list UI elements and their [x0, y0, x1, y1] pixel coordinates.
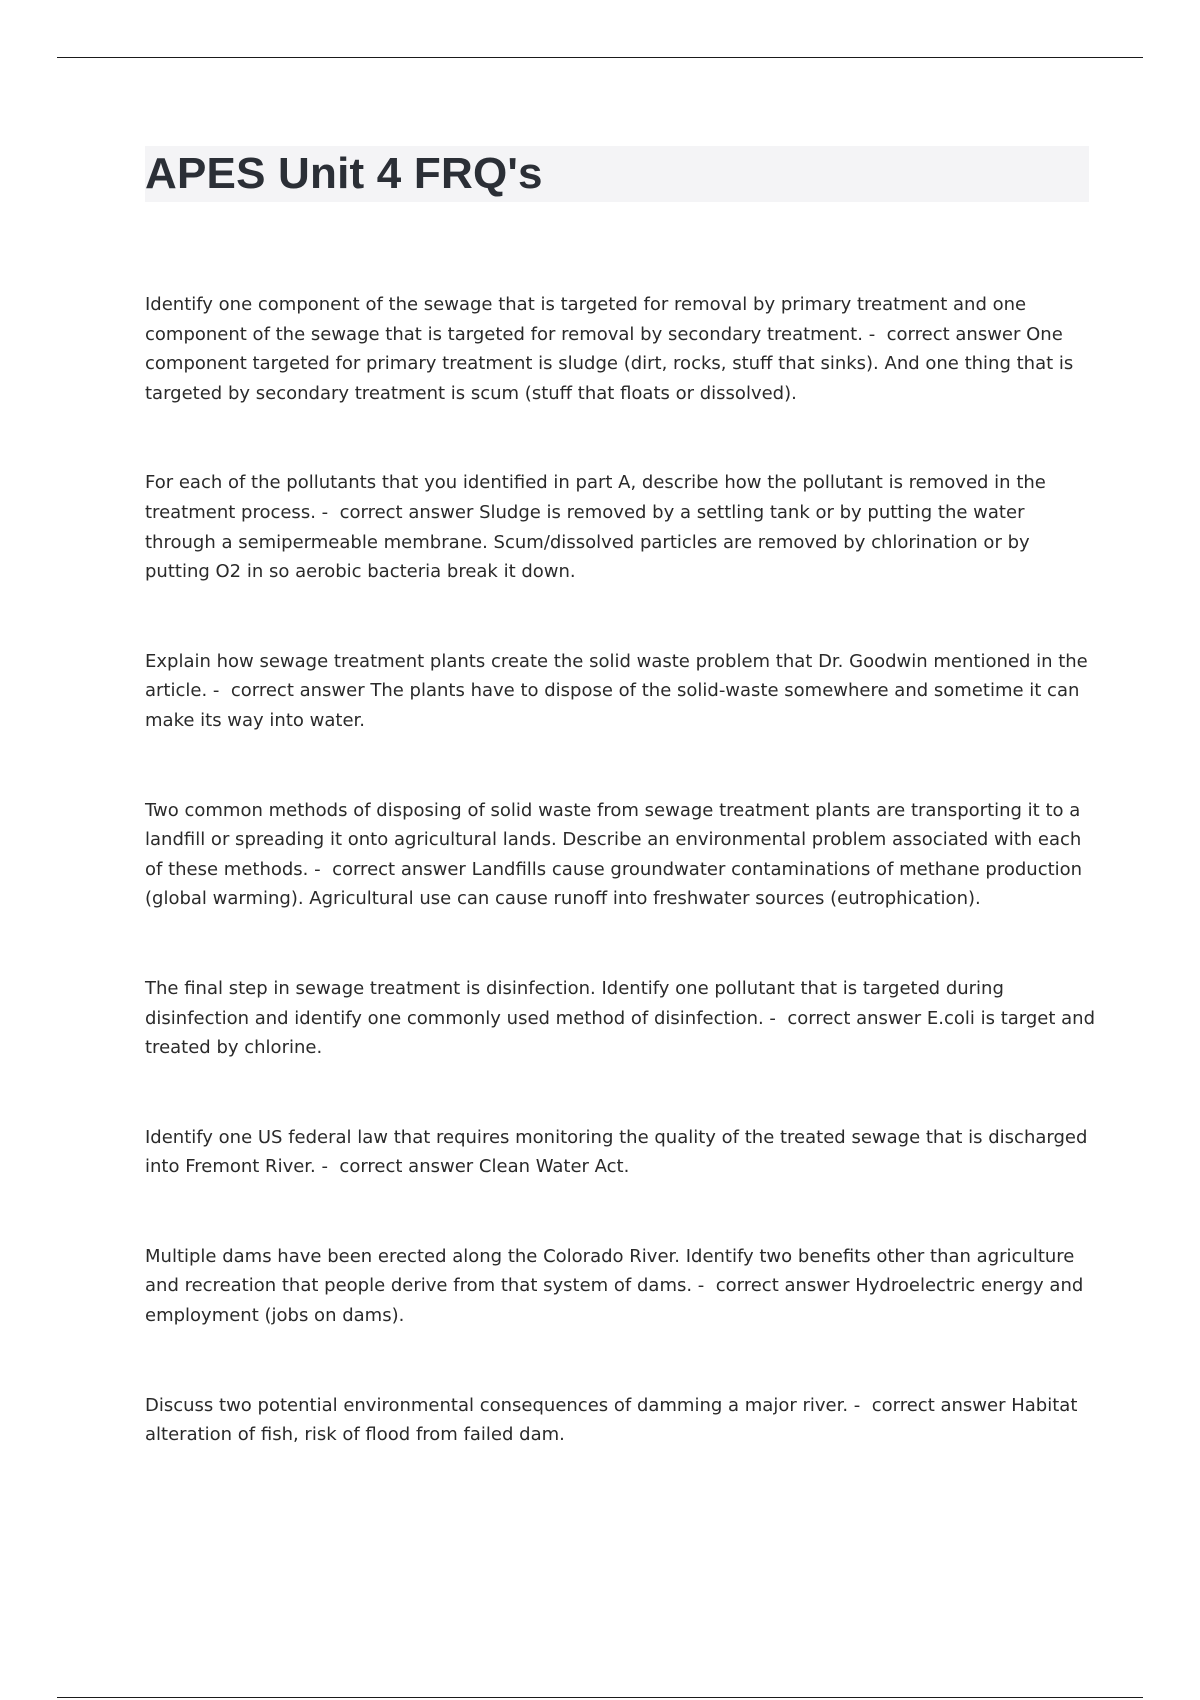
question-text: Two common methods of disposing of solid waste from sewage treatment plants are transporting it to a landfill or spreading it onto agricultural lands. Describe an environmental problem associated with each of these methods. — [145, 799, 1082, 880]
answer-marker: - correct answer — [308, 858, 472, 880]
top-divider — [57, 57, 1143, 58]
answer-text: Landfills cause groundwater contaminations of methane production (global warming). Agricultural use can cause runoff into freshwater sources (eutrophication). — [145, 858, 1083, 910]
question-text: Multiple dams have been erected along the Colorado River. Identify two benefits other than agriculture and recreation that people derive from that system of dams. — [145, 1245, 1075, 1297]
qa-item — [145, 1391, 1095, 1450]
answer-marker: - correct answer — [848, 1394, 1012, 1416]
qa-item — [145, 1242, 1095, 1331]
answer-marker: - correct answer — [862, 323, 1027, 345]
question-text: The final step in sewage treatment is disinfection. Identify one pollutant that is targeted during disinfection and identify one commonly used method of disinfection. — [145, 977, 1004, 1029]
answer-marker: - correct answer — [692, 1275, 856, 1297]
answer-text: Habitat alteration of fish, risk of flood from failed dam. — [145, 1394, 1078, 1446]
answer-marker: - correct answer — [207, 680, 371, 702]
qa-item — [145, 647, 1095, 736]
answer-marker: - correct answer — [315, 1156, 479, 1178]
bottom-divider — [57, 1697, 1143, 1698]
question-text: Identify one US federal law that requires monitoring the quality of the treated sewage that is discharged into Fremont River. — [145, 1126, 1088, 1178]
question-text: For each of the pollutants that you identified in part A, describe how the pollutant is removed in the treatment process. — [145, 472, 1046, 523]
qa-item — [145, 796, 1095, 914]
question-text: Discuss two potential environmental consequences of damming a major river. — [145, 1394, 849, 1416]
document-title: APES Unit 4 FRQ's — [145, 149, 543, 198]
answer-marker: - correct answer — [763, 1007, 927, 1029]
qa-item — [145, 290, 1095, 408]
answer-text: The plants have to dispose of the solid-waste somewhere and sometime it can make its way into water. — [145, 680, 1080, 731]
question-text: Identify one component of the sewage that is targeted for removal by primary treatment and one component of the sewage that is targeted for removal by secondary treatment. — [145, 294, 1027, 345]
answer-text: Clean Water Act. — [478, 1156, 630, 1178]
question-text: Explain how sewage treatment plants create the solid waste problem that Dr. Goodwin mentioned in the article. — [145, 650, 1088, 702]
answer-text: One component targeted for primary treatment is sludge (dirt, rocks, stuff that sinks). And one thing that is targeted by secondary treatment is scum (stuff that floats or dissolved). — [145, 323, 1074, 404]
answer-text: E.coli is target and treated by chlorine. — [145, 1007, 1096, 1059]
answer-text: Hydroelectric energy and employment (jobs on dams). — [145, 1275, 1084, 1327]
qa-list — [145, 290, 1095, 1510]
qa-item — [145, 974, 1095, 1063]
answer-marker: - correct answer — [315, 501, 480, 523]
qa-item — [145, 1123, 1095, 1182]
qa-item — [145, 468, 1095, 586]
answer-text: Sludge is removed by a settling tank or by putting the water through a semipermeable membrane. Scum/dissolved particles are removed by chlorination or by putting O2 in so aerobic bacteria break it down. — [145, 501, 1030, 583]
